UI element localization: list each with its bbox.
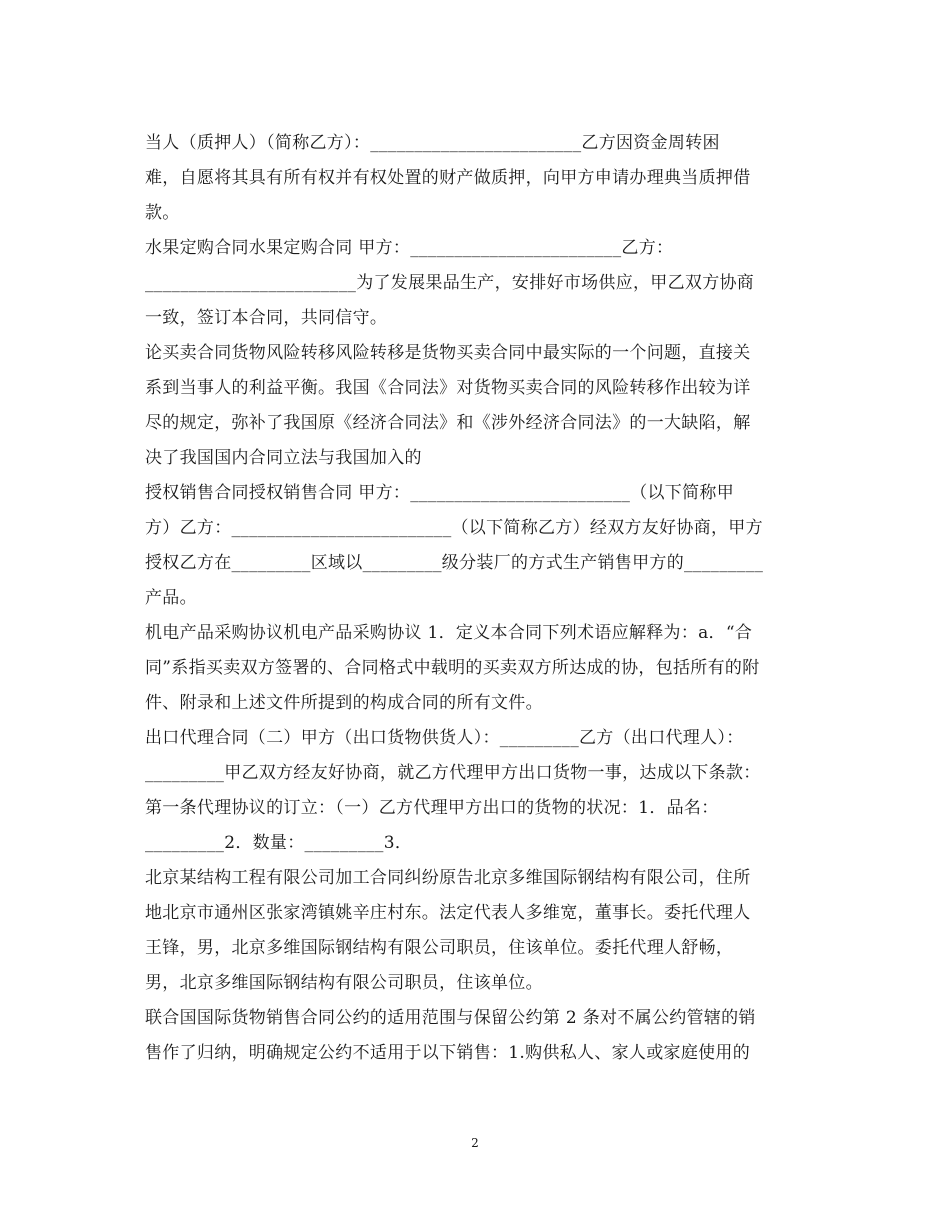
text-line: 水果定购合同水果定购合同 甲方：________________________乙方：	[145, 238, 674, 258]
text-line: 同”系指买卖双方签署的、合同格式中载明的买卖双方所达成的协，包括所有的附	[145, 658, 760, 678]
paragraph-risk-transfer	[145, 336, 815, 476]
text-line: 尽的规定，弥补了我国原《经济合同法》和《涉外经济合同法》的一大缺陷，解	[145, 413, 751, 433]
text-line: 决了我国国内合同立法与我国加入的	[145, 448, 422, 468]
text-line: 产品。	[145, 588, 197, 608]
paragraph-processing-dispute	[145, 861, 815, 1001]
text-line: 难，自愿将其具有所有权并有权处置的财产做质押，向甲方申请办理典当质押借	[145, 168, 751, 188]
document-body	[145, 126, 815, 1071]
text-line: 论买卖合同货物风险转移风险转移是货物买卖合同中最实际的一个问题，直接关	[145, 343, 751, 363]
paragraph-pledge-loan	[145, 126, 815, 231]
text-line: 售作了归纳，明确规定公约不适用于以下销售：1.购供私人、家人或家庭使用的	[145, 1043, 751, 1063]
paragraph-cisg-scope	[145, 1001, 815, 1071]
text-line: 机电产品采购协议机电产品采购协议 1．定义本合同下列术语应解释为：a．“合	[145, 623, 753, 643]
text-line: 第一条代理协议的订立：（一）乙方代理甲方出口的货物的状况：1．品名：	[145, 798, 719, 818]
text-line: ________________________为了发展果品生产，安排好市场供应，甲乙双方协商	[145, 273, 755, 293]
text-line: 北京某结构工程有限公司加工合同纠纷原告北京多维国际钢结构有限公司，住所	[145, 868, 751, 888]
text-line: 授权销售合同授权销售合同 甲方：_________________________（以下简称甲	[145, 483, 735, 503]
text-line: 系到当事人的利益平衡。我国《合同法》对货物买卖合同的风险转移作出较为详	[145, 378, 751, 398]
text-line: 联合国国际货物销售合同公约的适用范围与保留公约第 2 条对不属公约管辖的销	[145, 1008, 756, 1028]
text-line: 件、附录和上述文件所提到的构成合同的所有文件。	[145, 693, 543, 713]
paragraph-authorized-sales	[145, 476, 815, 616]
text-line: 授权乙方在_________区域以_________级分装厂的方式生产销售甲方的_________	[145, 553, 764, 573]
paragraph-export-agency	[145, 721, 815, 861]
text-line: _________甲乙双方经友好协商，就乙方代理甲方出口货物一事，达成以下条款：	[145, 763, 761, 783]
text-line: 出口代理合同（二）甲方（出口货物供货人）：_________乙方（出口代理人）：	[145, 728, 744, 748]
paragraph-equipment-procurement	[145, 616, 815, 721]
text-line: 款。	[145, 203, 180, 223]
text-line: 一致，签订本合同，共同信守。	[145, 308, 388, 328]
text-line: 男，北京多维国际钢结构有限公司职员，住该单位。	[145, 973, 543, 993]
text-line: 王锋，男，北京多维国际钢结构有限公司职员，住该单位。委托代理人舒畅，	[145, 938, 734, 958]
text-line: 方）乙方：_________________________（以下简称乙方）经双方友好协商，甲方	[145, 518, 763, 538]
page-number: 2	[471, 1136, 479, 1150]
text-line: 地北京市通州区张家湾镇姚辛庄村东。法定代表人多维宽，董事长。委托代理人	[145, 903, 751, 923]
paragraph-fruit-purchase	[145, 231, 815, 336]
text-line: _________2．数量：_________3．	[145, 833, 413, 853]
text-line: 当人（质押人）（简称乙方）：________________________乙方因资金周转困	[145, 133, 720, 153]
